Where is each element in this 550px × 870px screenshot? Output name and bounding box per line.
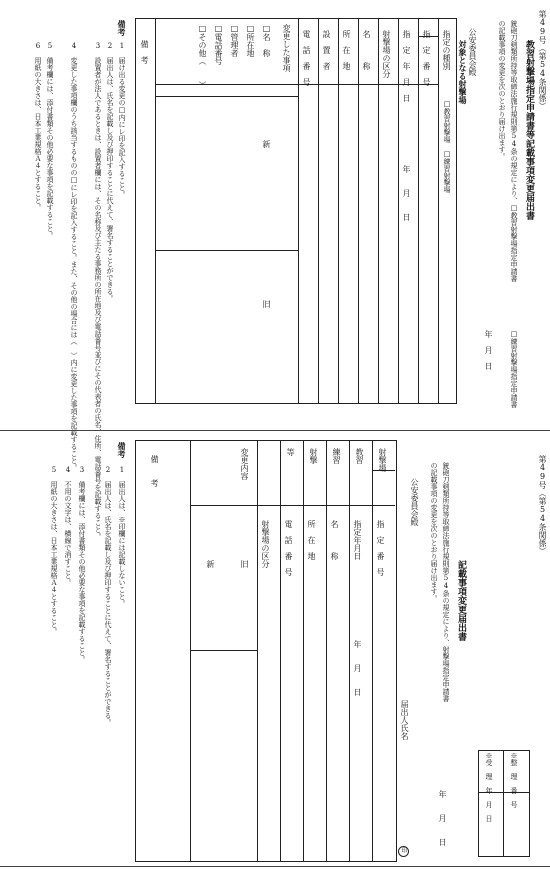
upper-row-date-value: 年 月 日 bbox=[402, 165, 411, 221]
lower-side-label-4: 等 bbox=[286, 448, 295, 456]
lower-intro-line2: の記載事項の変更を次のとおり届け出ます。 bbox=[430, 462, 438, 602]
upper-notes-head: 備考 bbox=[117, 20, 127, 36]
lower-row-class-label: 射撃場の区分 bbox=[261, 520, 270, 568]
upper-row-address-label: 所 在 地 bbox=[342, 30, 351, 70]
page-divider bbox=[0, 430, 550, 431]
lower-reception-number: ※整 理 番 号 bbox=[510, 752, 518, 808]
upper-row-date-label: 指 定 年 月 日 bbox=[402, 30, 411, 102]
upper-row-name-label: 名 称 bbox=[362, 30, 371, 70]
lower-row-number-label: 指 定 番 号 bbox=[376, 520, 385, 576]
upper-row-phone-label: 電 話 番 号 bbox=[302, 30, 311, 86]
upper-intro-line2: の記載事項の変更を次のとおり届け出ます。 bbox=[498, 20, 506, 160]
upper-col-old: 旧 bbox=[262, 300, 271, 308]
upper-note-3: 3 設置者が法人であるときは、設置者欄には、その名称及び主たる事務所の所在地及び電話番号並びにその代表者の氏名、住所、電話番号を記載すること。 bbox=[94, 42, 102, 540]
lower-note-1: 1 届出人は、※印欄には記載しないこと。 bbox=[118, 466, 126, 607]
upper-change-label: 変更した事項 bbox=[282, 24, 291, 72]
lower-reception-date: ※受 理 年 月 日 bbox=[485, 752, 493, 822]
lower-col-new: 新 bbox=[206, 560, 215, 568]
upper-row-kind-value: □教習射撃場 □練習射撃場 bbox=[443, 100, 451, 193]
lower-note-5: 5 用紙の大きさは、日本工業規格Ａ４とすること。 bbox=[50, 466, 58, 635]
upper-row-kind-label: 指定の種別 bbox=[442, 30, 451, 70]
lower-remarks-label: 備 考 bbox=[150, 455, 159, 487]
upper-intro-line1: 銃砲刀剣類所持等取締法施行規則第54条の規定により、□教習射撃場指定申請書 bbox=[510, 20, 518, 282]
bottom-rule bbox=[0, 866, 550, 867]
upper-target-label: 対象となる射撃場 bbox=[458, 40, 468, 104]
lower-date-line: 年 月 日 bbox=[438, 790, 447, 846]
upper-addressee: 公安委員会殿 bbox=[468, 28, 477, 76]
upper-intro-option: □練習射撃場指定申請書 bbox=[510, 330, 518, 408]
lower-row-address-label: 所 在 地 bbox=[307, 520, 316, 560]
lower-row-date-value: 年 月 日 bbox=[353, 640, 362, 696]
upper-date-line: 年 月 日 bbox=[484, 330, 493, 370]
lower-applicant-label: 届出人氏名 bbox=[400, 700, 409, 740]
lower-seal-label: 印 bbox=[400, 847, 407, 853]
lower-note-3: 3 備考欄には、添付書類その他必要な事項を記載すること。 bbox=[78, 466, 86, 663]
upper-change-item-manager: □管理者 bbox=[230, 24, 239, 57]
upper-title: 教習射撃場指定申請書等記載事項変更届出書 bbox=[524, 40, 534, 220]
lower-side-label-2: 練習 bbox=[332, 448, 341, 464]
upper-remarks-label: 備 考 bbox=[140, 40, 149, 64]
upper-note-5: 5 備考欄には、添付書類その他必要な事項を記載すること。 bbox=[46, 42, 54, 239]
upper-row-number-label: 指 定 番 号 bbox=[422, 30, 431, 86]
lower-intro-line1: 銃砲刀剣類所持等取締法施行規則第54条の規定により、射撃場指定申請書 bbox=[442, 462, 450, 702]
upper-note-6: 6 用紙の大きさは、日本工業規格Ａ４とすること。 bbox=[34, 42, 42, 211]
lower-col-old: 旧 bbox=[240, 560, 249, 568]
upper-change-item-address: □所在地 bbox=[246, 24, 255, 57]
lower-row-phone-label: 電 話 番 号 bbox=[284, 520, 293, 576]
lower-addressee: 公安委員会殿 bbox=[410, 478, 419, 526]
lower-title: 記載事項変更届出書 bbox=[456, 560, 466, 641]
upper-change-item-name: □名 称 bbox=[262, 24, 271, 57]
lower-side-label-1: 教習 bbox=[355, 448, 364, 464]
upper-col-new: 新 bbox=[262, 140, 271, 148]
upper-change-item-phone: □電話番号 bbox=[214, 24, 223, 65]
lower-notes-head: 備考 bbox=[117, 442, 127, 458]
lower-form-number: 第49号（第54条関係） bbox=[538, 455, 547, 555]
lower-target-label: 射撃場 bbox=[378, 448, 387, 472]
lower-row-date-label: 指定年月日 bbox=[353, 520, 362, 560]
upper-note-1: 1 届け出る変更の□内にレ印を記入すること。 bbox=[118, 42, 126, 198]
upper-row-class-label: 射撃場の区分 bbox=[382, 30, 391, 78]
upper-note-2: 2 届出人は、氏名を記載し及び押印することに代えて、署名することができる。 bbox=[106, 42, 114, 302]
lower-side-label-3: 射撃 bbox=[309, 448, 318, 464]
lower-note-4: 4 不用の文字は、横線で消すこと。 bbox=[64, 466, 72, 586]
upper-form-number: 第49号（第54条関係） bbox=[538, 10, 547, 110]
lower-change-label: 変更内容 bbox=[240, 448, 249, 480]
lower-note-2: 2 届出人は、氏名を記載し及び押印することに代えて、署名することができる。 bbox=[104, 466, 112, 726]
upper-note-4: 4 変更した事項欄のうち該当するものの□にレ印を記入すること。また、その他の場合には（ ）内に変更した事項を記載すること。 bbox=[70, 42, 78, 471]
upper-row-owner-label: 設 置 者 bbox=[322, 30, 331, 70]
lower-row-name-label: 名 称 bbox=[330, 520, 339, 560]
upper-change-item-other: □その他（ ） bbox=[198, 24, 207, 89]
